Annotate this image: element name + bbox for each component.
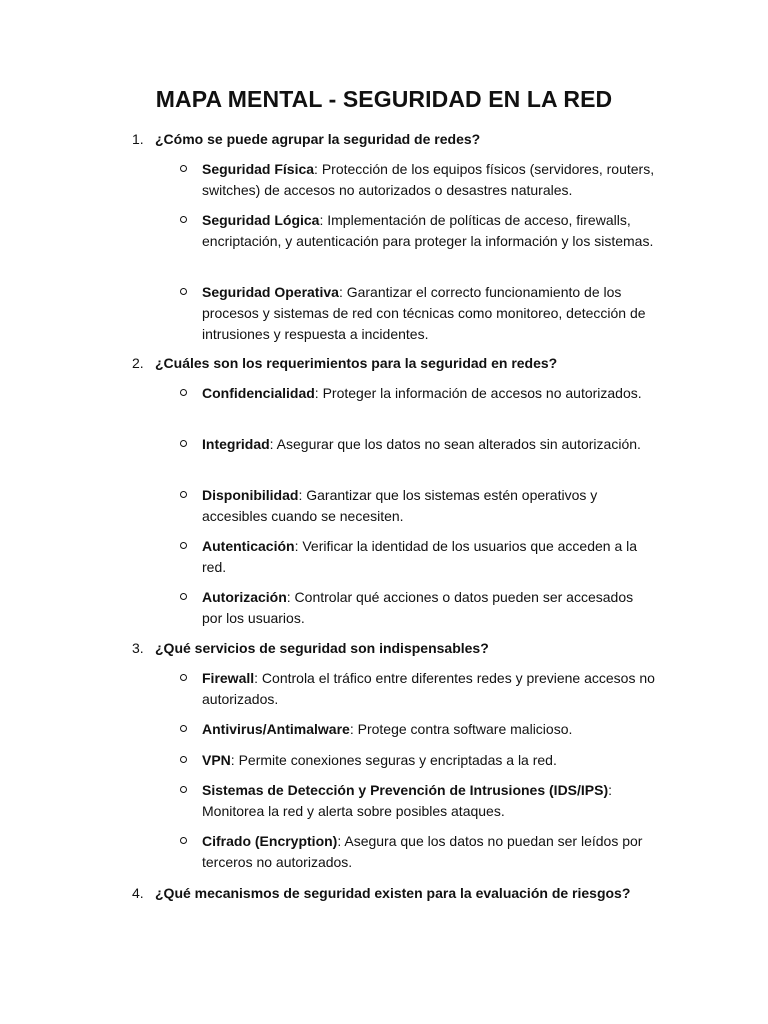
item-term: Seguridad Lógica (202, 212, 320, 228)
item-description: : Garantizar que los sistemas estén operativos y accesibles cuando se necesiten. (202, 487, 598, 524)
hollow-bullet-icon (180, 389, 187, 396)
item-description: : Permite conexiones seguras y encriptadas a la red. (230, 752, 557, 768)
hollow-bullet-icon (180, 165, 187, 172)
hollow-bullet-icon (180, 725, 187, 732)
question-1 (132, 129, 692, 149)
item-description: : Asegura que los datos no puedan ser leídos por terceros no autorizados. (202, 833, 643, 870)
item-description: : Implementación de políticas de acceso, firewalls, encriptación, y autenticación para proteger la información y los sistemas. (202, 212, 654, 249)
question-text: ¿Qué mecanismos de seguridad existen para la evaluación de riesgos? (155, 885, 631, 901)
item-term: Autenticación (202, 538, 295, 554)
hollow-bullet-icon (180, 216, 187, 223)
item-term: Cifrado (Encryption) (202, 833, 338, 849)
item-term: Firewall (202, 670, 255, 686)
question-number: 2. (132, 355, 144, 371)
item-term: Integridad (202, 436, 270, 452)
item-term: Sistemas de Detección y Prevención de Intrusiones (IDS/IPS) (202, 782, 609, 798)
question-number: 4. (132, 885, 144, 901)
hollow-bullet-icon (180, 593, 187, 600)
page-title: MAPA MENTAL - SEGURIDAD EN LA RED (155, 86, 613, 112)
hollow-bullet-icon (180, 542, 187, 549)
item-term: Disponibilidad (202, 487, 299, 503)
item-description: : Protección de los equipos físicos (servidores, routers, switches) de accesos no autorizados o desastres naturales. (202, 161, 655, 198)
item-description: : Verificar la identidad de los usuarios que acceden a la red. (202, 538, 638, 575)
question-2 (132, 353, 692, 373)
item-term: Autorización (202, 589, 287, 605)
question-number: 1. (132, 131, 144, 147)
item-term: Antivirus/Antimalware (202, 721, 350, 737)
item-term: Seguridad Operativa (202, 284, 339, 300)
hollow-bullet-icon (180, 837, 187, 844)
item-description: : Garantizar el correcto funcionamiento de los procesos y sistemas de red con técnicas como monitoreo, detección de intrusiones y respuesta a incidentes. (202, 284, 646, 342)
item-term: Confidencialidad (202, 385, 315, 401)
hollow-bullet-icon (180, 288, 187, 295)
item-term: VPN (202, 752, 231, 768)
item-description: : Controla el tráfico entre diferentes redes y previene accesos no autorizados. (202, 670, 655, 707)
item-description: : Controlar qué acciones o datos pueden ser accesados por los usuarios. (202, 589, 634, 626)
item-description: : Asegurar que los datos no sean alterados sin autorización. (269, 436, 641, 452)
item-description: : Proteger la información de accesos no autorizados. (314, 385, 642, 401)
question-3 (132, 638, 692, 658)
hollow-bullet-icon (180, 491, 187, 498)
item-description: : Protege contra software malicioso. (349, 721, 573, 737)
question-number: 3. (132, 640, 144, 656)
question-text: ¿Cómo se puede agrupar la seguridad de redes? (155, 131, 481, 147)
hollow-bullet-icon (180, 786, 187, 793)
item-term: Seguridad Física (202, 161, 315, 177)
hollow-bullet-icon (180, 440, 187, 447)
question-4 (132, 883, 692, 903)
item-description: : Monitorea la red y alerta sobre posibles ataques. (202, 782, 613, 819)
question-text: ¿Cuáles son los requerimientos para la seguridad en redes? (155, 355, 558, 371)
hollow-bullet-icon (180, 756, 187, 763)
question-text: ¿Qué servicios de seguridad son indispensables? (155, 640, 489, 656)
hollow-bullet-icon (180, 674, 187, 681)
